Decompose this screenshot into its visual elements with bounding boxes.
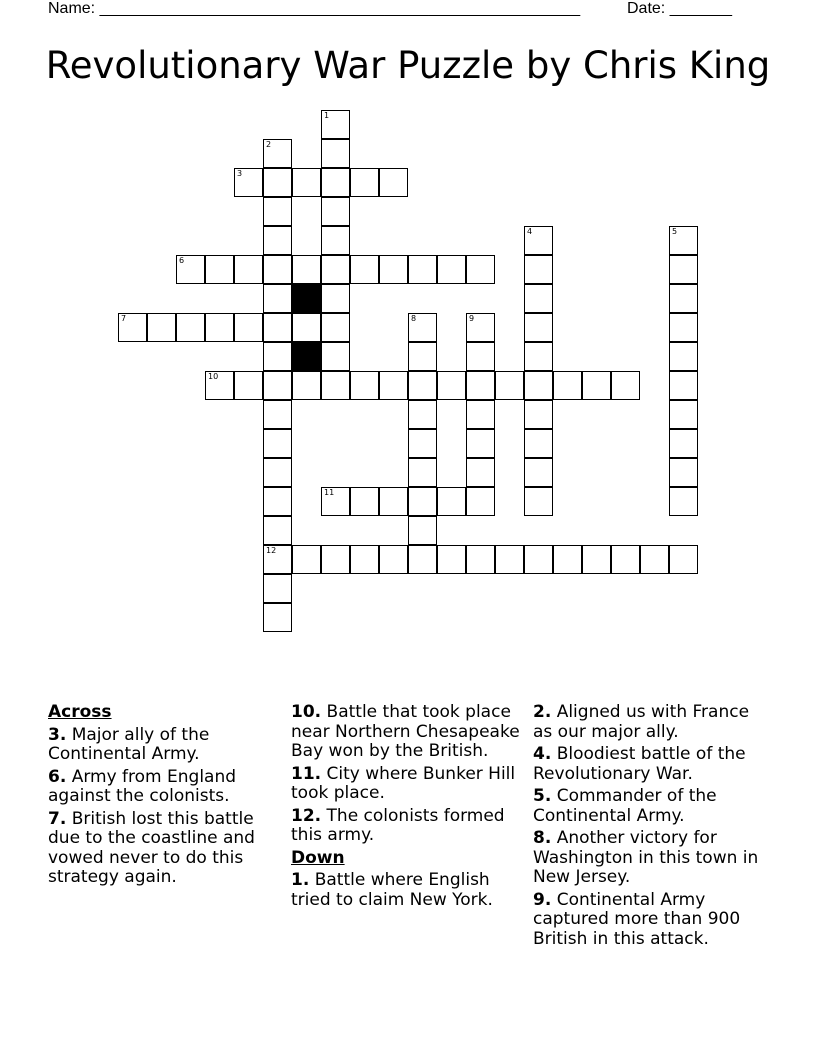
grid-cell[interactable] [263, 342, 292, 371]
down-clue-9 [533, 891, 763, 950]
grid-cell[interactable] [321, 226, 350, 255]
clue-text: Army from England against the colonists. [48, 766, 237, 806]
grid-cell[interactable] [669, 226, 698, 255]
clue-number: 3. [48, 724, 67, 745]
grid-cell[interactable] [466, 255, 495, 284]
clue-number: 4. [533, 744, 552, 764]
grid-cell[interactable] [582, 371, 611, 400]
grid-cell[interactable] [292, 371, 321, 400]
cell-number: 10 [208, 372, 219, 381]
grid-cell[interactable] [321, 139, 350, 168]
grid-cell[interactable] [669, 371, 698, 400]
grid-cell[interactable] [408, 429, 437, 458]
grid-cell[interactable] [553, 545, 582, 574]
grid-cell[interactable] [524, 371, 553, 400]
clue-number: 7. [48, 808, 67, 829]
grid-cell[interactable] [669, 545, 698, 574]
across-clue-6 [48, 768, 278, 807]
clue-number: 1. [291, 870, 310, 890]
grid-cell[interactable] [466, 342, 495, 371]
down-clue-2 [533, 703, 763, 742]
grid-cell[interactable] [350, 255, 379, 284]
cell-number: 11 [324, 488, 335, 497]
clue-column-1 [48, 703, 278, 891]
grid-cell[interactable] [408, 313, 437, 342]
clue-number: 12. [291, 805, 322, 826]
across-clue-11 [291, 765, 521, 804]
grid-cell[interactable] [205, 371, 234, 400]
grid-cell[interactable] [437, 487, 466, 516]
grid-cell[interactable] [263, 197, 292, 226]
grid-cell[interactable] [524, 313, 553, 342]
grid-cell[interactable] [350, 371, 379, 400]
grid-cell[interactable] [524, 255, 553, 284]
grid-cell[interactable] [495, 545, 524, 574]
grid-cell[interactable] [408, 516, 437, 545]
grid-cell[interactable] [669, 458, 698, 487]
cell-number: 4 [527, 227, 533, 236]
black-square [292, 342, 321, 371]
grid-cell[interactable] [263, 139, 292, 168]
grid-cell[interactable] [408, 371, 437, 400]
grid-cell[interactable] [524, 487, 553, 516]
grid-cell[interactable] [611, 371, 640, 400]
grid-cell[interactable] [669, 429, 698, 458]
grid-cell[interactable] [524, 226, 553, 255]
grid-cell[interactable] [466, 400, 495, 429]
grid-cell[interactable] [408, 487, 437, 516]
clue-column-3 [533, 703, 763, 952]
grid-cell[interactable] [205, 255, 234, 284]
clue-text: Another victory for Washington in this town in New Jersey. [533, 828, 759, 887]
grid-cell[interactable] [263, 574, 292, 603]
grid-cell[interactable] [263, 226, 292, 255]
grid-cell[interactable] [292, 313, 321, 342]
cell-number: 8 [411, 314, 417, 323]
clue-number: 8. [533, 828, 552, 848]
grid-cell[interactable] [582, 545, 611, 574]
grid-cell[interactable] [263, 458, 292, 487]
clue-column-2 [291, 703, 521, 913]
grid-cell[interactable] [669, 342, 698, 371]
grid-cell[interactable] [408, 545, 437, 574]
across-clue-12 [291, 807, 521, 846]
date-field-line: Date: _______ [627, 0, 732, 17]
grid-cell[interactable] [553, 371, 582, 400]
grid-cell[interactable] [437, 371, 466, 400]
grid-cell[interactable] [350, 487, 379, 516]
clue-text: Battle where English tried to claim New York. [291, 870, 493, 910]
across-clue-7 [48, 810, 278, 888]
clue-text: Battle that took place near Northern Chesapeake Bay won by the British. [291, 702, 520, 761]
grid-cell[interactable] [263, 545, 292, 574]
clue-text: British lost this battle due to the coastline and vowed never to do this strategy again. [48, 808, 255, 887]
grid-cell[interactable] [263, 603, 292, 632]
grid-cell[interactable] [292, 545, 321, 574]
name-field-line: Name: ______________________________________________________ [48, 0, 581, 17]
black-square [292, 284, 321, 313]
cell-number: 6 [179, 256, 185, 265]
grid-cell[interactable] [437, 545, 466, 574]
grid-cell[interactable] [466, 371, 495, 400]
grid-cell[interactable] [263, 487, 292, 516]
grid-cell[interactable] [437, 255, 466, 284]
grid-cell[interactable] [669, 284, 698, 313]
clue-number: 5. [533, 786, 552, 806]
grid-cell[interactable] [263, 400, 292, 429]
clue-text: Aligned us with France as our major ally. [533, 702, 750, 742]
grid-cell[interactable] [640, 545, 669, 574]
grid-cell[interactable] [234, 255, 263, 284]
grid-cell[interactable] [321, 313, 350, 342]
grid-cell[interactable] [321, 487, 350, 516]
clue-number: 9. [533, 889, 552, 910]
grid-cell[interactable] [321, 110, 350, 139]
grid-cell[interactable] [408, 400, 437, 429]
grid-cell[interactable] [669, 313, 698, 342]
grid-cell[interactable] [321, 342, 350, 371]
grid-cell[interactable] [321, 255, 350, 284]
grid-cell[interactable] [379, 255, 408, 284]
grid-cell[interactable] [379, 487, 408, 516]
grid-cell[interactable] [118, 313, 147, 342]
grid-cell[interactable] [176, 313, 205, 342]
grid-cell[interactable] [350, 545, 379, 574]
grid-cell[interactable] [234, 313, 263, 342]
clue-number: 6. [48, 766, 67, 787]
grid-cell[interactable] [263, 429, 292, 458]
grid-cell[interactable] [292, 168, 321, 197]
grid-cell[interactable] [466, 429, 495, 458]
page-title: Revolutionary War Puzzle by Chris King [45, 44, 771, 87]
grid-cell[interactable] [669, 400, 698, 429]
grid-cell[interactable] [524, 429, 553, 458]
across-clue-10 [291, 703, 521, 762]
down-heading: Down [291, 847, 345, 868]
grid-cell[interactable] [234, 371, 263, 400]
grid-cell[interactable] [292, 255, 321, 284]
cell-number: 5 [672, 227, 678, 236]
grid-cell[interactable] [321, 168, 350, 197]
clue-number: 2. [533, 702, 552, 722]
grid-cell[interactable] [466, 313, 495, 342]
down-clue-8 [533, 829, 763, 888]
clue-number: 11. [291, 763, 322, 784]
grid-cell[interactable] [263, 313, 292, 342]
grid-cell[interactable] [263, 371, 292, 400]
grid-cell[interactable] [408, 458, 437, 487]
grid-cell[interactable] [408, 255, 437, 284]
grid-cell[interactable] [466, 458, 495, 487]
grid-cell[interactable] [466, 545, 495, 574]
down-clue-4 [533, 745, 763, 784]
grid-cell[interactable] [176, 255, 205, 284]
cell-number: 7 [121, 314, 127, 323]
across-clue-3 [48, 726, 278, 765]
grid-cell[interactable] [524, 545, 553, 574]
clue-text: City where Bunker Hill took place. [291, 763, 516, 803]
grid-cell[interactable] [524, 342, 553, 371]
clue-number: 10. [291, 702, 322, 722]
cell-number: 1 [324, 111, 330, 120]
grid-cell[interactable] [263, 168, 292, 197]
clue-text: Commander of the Continental Army. [533, 786, 717, 826]
grid-cell[interactable] [205, 313, 234, 342]
grid-cell[interactable] [321, 545, 350, 574]
grid-cell[interactable] [669, 255, 698, 284]
down-clue-5 [533, 787, 763, 826]
grid-cell[interactable] [234, 168, 263, 197]
grid-cell[interactable] [466, 487, 495, 516]
grid-cell[interactable] [408, 342, 437, 371]
grid-cell[interactable] [495, 371, 524, 400]
clue-text: Continental Army captured more than 900 British in this attack. [533, 889, 741, 949]
grid-cell[interactable] [524, 284, 553, 313]
cell-number: 12 [266, 546, 277, 555]
across-heading: Across [48, 702, 112, 722]
grid-cell[interactable] [147, 313, 176, 342]
grid-cell[interactable] [321, 284, 350, 313]
grid-cell[interactable] [263, 516, 292, 545]
cell-number: 3 [237, 169, 243, 178]
grid-cell[interactable] [524, 400, 553, 429]
grid-cell[interactable] [611, 545, 640, 574]
grid-cell[interactable] [321, 371, 350, 400]
down-clue-1 [291, 871, 521, 910]
grid-cell[interactable] [379, 168, 408, 197]
grid-cell[interactable] [379, 371, 408, 400]
cell-number: 9 [469, 314, 475, 323]
grid-cell[interactable] [350, 168, 379, 197]
clue-text: The colonists formed this army. [291, 805, 505, 845]
clue-text: Bloodiest battle of the Revolutionary War. [533, 744, 746, 784]
grid-cell[interactable] [321, 197, 350, 226]
grid-cell[interactable] [524, 458, 553, 487]
grid-cell[interactable] [263, 284, 292, 313]
grid-cell[interactable] [669, 487, 698, 516]
clue-text: Major ally of the Continental Army. [48, 724, 210, 764]
grid-cell[interactable] [379, 545, 408, 574]
grid-cell[interactable] [263, 255, 292, 284]
cell-number: 2 [266, 140, 272, 149]
